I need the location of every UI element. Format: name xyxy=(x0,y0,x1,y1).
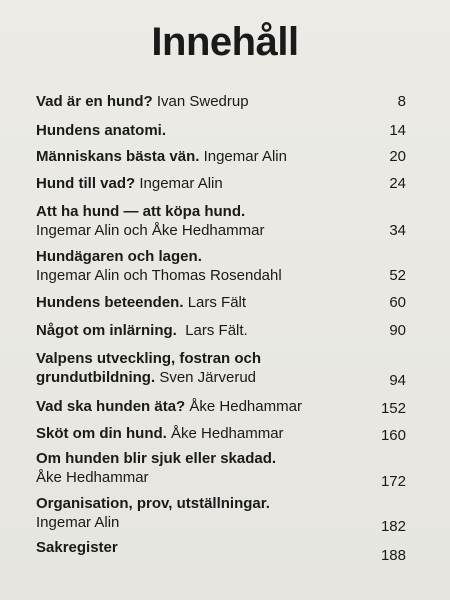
entry-author: Åke Hedhammar xyxy=(171,425,284,442)
entry-title-line1: Om hunden blir sjuk eller skadad. xyxy=(36,450,277,467)
toc-entry xyxy=(36,174,406,193)
entry-page: 160 xyxy=(380,427,406,444)
toc-entry xyxy=(36,121,406,140)
toc-entry xyxy=(36,494,406,535)
entry-author: Ingemar Alin och Åke Hedhammar xyxy=(36,222,265,239)
entry-title-line1: Valpens utveckling, fostran och xyxy=(36,350,262,367)
entry-title: Hund till vad? xyxy=(36,175,136,192)
entry-author: Ingemar Alin och Thomas Rosendahl xyxy=(36,267,282,284)
entry-title: Vad ska hunden äta? xyxy=(36,398,186,415)
entry-author: Sven Järverud xyxy=(159,369,257,386)
entry-author: Lars Fält xyxy=(187,294,247,311)
toc-entry xyxy=(36,397,406,416)
entry-title: Hundens beteenden. xyxy=(36,294,184,311)
entry-page: 20 xyxy=(389,148,406,165)
table-of-contents xyxy=(36,0,406,600)
entry-title: Organisation, prov, utställningar. xyxy=(36,495,270,512)
entry-author: Åke Hedhammar xyxy=(189,398,302,415)
entry-page: 172 xyxy=(380,473,406,490)
entry-author: Lars Fält. xyxy=(185,322,248,339)
entry-page: 90 xyxy=(389,322,406,339)
toc-entry xyxy=(36,147,406,166)
entry-title: Att ha hund — att köpa hund. xyxy=(36,203,246,220)
entry-page: 188 xyxy=(380,547,406,564)
entry-page: 152 xyxy=(380,400,406,417)
entry-page: 14 xyxy=(389,122,406,139)
entry-page: 182 xyxy=(380,518,406,535)
entry-title: Människans bästa vän. xyxy=(36,148,200,165)
toc-entry xyxy=(36,538,406,564)
entry-author: Åke Hedhammar xyxy=(36,469,149,486)
entry-page: 24 xyxy=(389,175,406,192)
toc-entry xyxy=(36,247,406,285)
entry-title: Hundägaren och lagen. xyxy=(36,248,202,265)
entry-author: Ingemar Alin xyxy=(36,514,120,531)
entry-page: 34 xyxy=(389,222,406,239)
toc-entry xyxy=(36,424,406,443)
entry-title: Något om inlärning. xyxy=(36,322,177,339)
entry-title: Sköt om din hund. xyxy=(36,425,167,442)
entry-title-line2: grundutbildning. xyxy=(36,369,156,386)
entry-author: Ingemar Alin xyxy=(139,175,223,192)
entry-page: 52 xyxy=(389,267,406,284)
toc-entry xyxy=(36,449,406,490)
toc-entry xyxy=(36,349,406,387)
toc-entry xyxy=(36,202,406,240)
entry-author: Ivan Swedrup xyxy=(156,93,249,110)
entry-page: 60 xyxy=(389,294,406,311)
entry-page: 8 xyxy=(397,93,406,110)
entry-page: 94 xyxy=(389,372,406,389)
toc-entry xyxy=(36,92,406,111)
entry-title: Vad är en hund? xyxy=(36,93,153,110)
page-title: Innehåll xyxy=(151,20,299,64)
entry-title: Hundens anatomi. xyxy=(36,122,167,139)
toc-entry xyxy=(36,293,406,312)
toc-entry xyxy=(36,321,406,340)
entry-title: Sakregister xyxy=(36,539,118,556)
entry-author: Ingemar Alin xyxy=(203,148,287,165)
